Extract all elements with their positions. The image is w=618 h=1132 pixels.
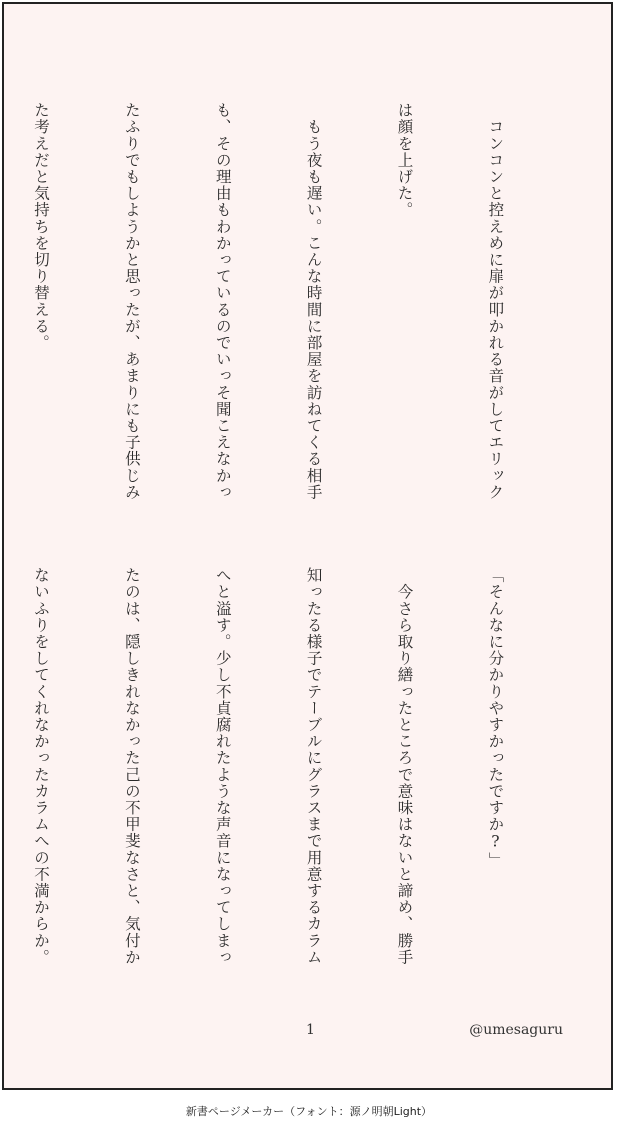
text-line: も、その理由もわかっているのでいっそ聞こえなかっ [213, 102, 232, 501]
page-number: 1 [306, 1022, 315, 1038]
text-line: へと溢す。少し不貞腐れたような声音になってしまっ [213, 567, 232, 966]
text-column-bottom [31, 567, 571, 979]
manuscript-page [2, 2, 613, 1090]
text-line: たのは、隠しきれなかった己の不甲斐なさと、気付か [122, 567, 141, 966]
text-column-top [31, 102, 571, 530]
text-line: もう夜も遅い。こんな時間に部屋を訪ねてくる相手 [304, 102, 323, 501]
text-line: ないふりをしてくれなかったカラムへの不満からか。 [31, 567, 50, 966]
text-line: た考えだと気持ちを切り替える。 [31, 102, 50, 351]
generator-credit: 新書ページメーカー（フォント：源ノ明朝Light） [185, 1105, 433, 1118]
text-line: は顔を上げた。 [395, 102, 414, 219]
text-line: たふりでもしようかと思ったが、あまりにも子供じみ [122, 102, 141, 501]
text-line: 知ったる様子でテーブルにグラスまで用意するカラム [304, 567, 323, 966]
text-line: 今さら取り繕ったところで意味はないと諦め、勝手 [395, 567, 414, 966]
text-line: コンコンと控えめに扉が叩かれる音がしてエリック [486, 102, 505, 501]
author-handle: @umesaguru [469, 1022, 563, 1038]
text-line: 「そんなに分かりやすかったですか?」 [486, 567, 505, 869]
